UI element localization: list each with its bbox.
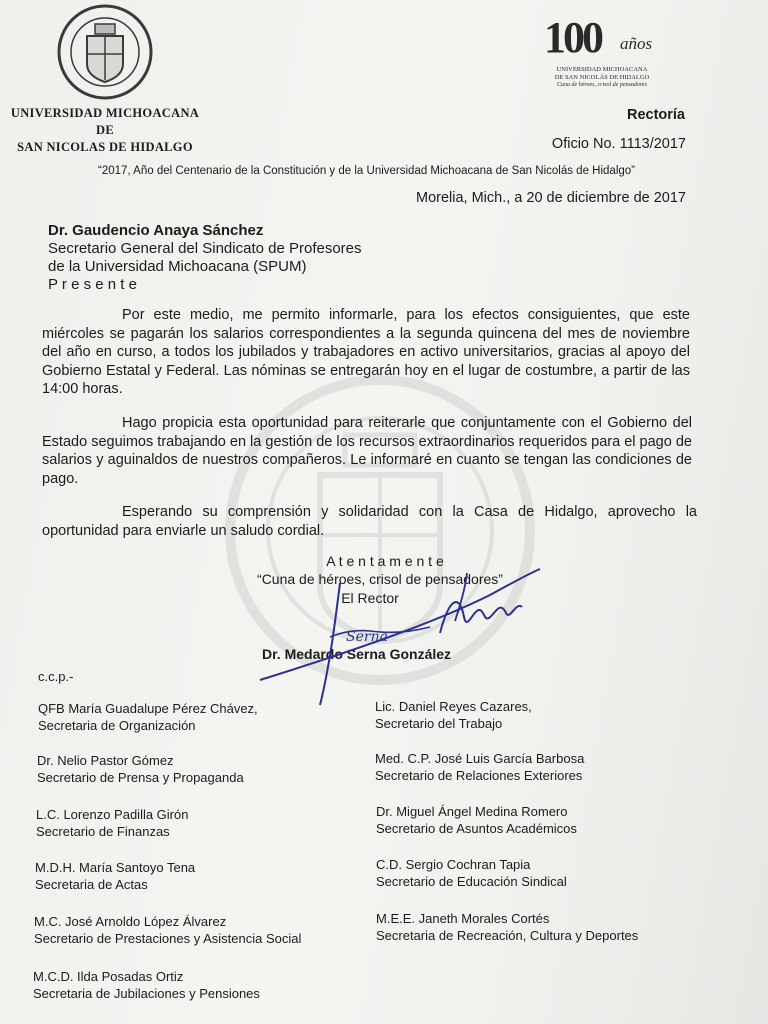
ccp-left-entry <box>34 913 301 947</box>
ccp-right-role-2: Secretario de Relaciones Exteriores <box>375 768 583 783</box>
ccp-right-name-1: Lic. Daniel Reyes Cazares, <box>375 699 532 714</box>
ccp-left-role-1: Secretaria de Organización <box>38 718 196 733</box>
centenary-logo <box>540 13 670 90</box>
centenary-motto: Cuna de héroes, crisol de pensadores <box>557 82 647 88</box>
university-seal-icon <box>55 2 155 102</box>
ccp-left-role-6: Secretaria de Jubilaciones y Pensiones <box>33 986 260 1001</box>
department-title: Rectoría <box>626 107 685 123</box>
centenary-number: 100 <box>544 13 601 62</box>
university-name-line2: DE <box>96 123 114 137</box>
signature-text: Serna <box>346 629 388 645</box>
ccp-left-name-3: L.C. Lorenzo Padilla Girón <box>36 807 189 822</box>
ccp-left-name-5: M.C. José Arnoldo López Álvarez <box>34 914 227 929</box>
ccp-right-role-1: Secretario del Trabajo <box>375 716 503 731</box>
ccp-left-name-1: QFB María Guadalupe Pérez Chávez, <box>38 701 258 716</box>
ccp-left-entry <box>36 806 188 840</box>
oficio-number: Oficio No. 1113/2017 <box>551 136 686 152</box>
ccp-right-name-5: M.E.E. Janeth Morales Cortés <box>376 911 550 926</box>
ccp-left-entry <box>33 968 260 1002</box>
ccp-right-entry <box>376 910 638 944</box>
ccp-left-role-4: Secretaria de Actas <box>35 877 148 892</box>
ccp-left-name-6: M.C.D. Ilda Posadas Ortiz <box>33 969 184 984</box>
closing-role: El Rector <box>341 590 399 606</box>
handwritten-signature <box>250 555 550 715</box>
ccp-label: c.c.p.- <box>38 669 74 684</box>
ccp-left-entry <box>35 859 195 893</box>
ccp-left-entry <box>38 700 258 734</box>
ccp-right-name-2: Med. C.P. José Luis García Barbosa <box>375 751 585 766</box>
ccp-right-role-3: Secretario de Asuntos Académicos <box>376 821 577 836</box>
ccp-right-entry <box>375 750 584 784</box>
ccp-right-entry <box>376 803 577 837</box>
ccp-right-role-4: Secretario de Educación Sindical <box>376 874 567 889</box>
body-paragraph-1: Por este medio, me permito informarle, para los efectos consiguientes, que este miércoles se pagarán los salarios correspondientes a la segunda quincena del mes de noviembre del año en curso, a todos los jubilados y trabajadores en activo universitarios, gracias al apoyo del Gobierno Estatal y Federal. Las nóminas se entregarán hoy en el lugar de costumbre, a partir de las 14:00 horas. <box>42 307 690 397</box>
year-motto: “2017, Año del Centenario de la Constitución y de la Universidad Michoacana de San Nicolás de Hidalgo” <box>98 165 635 177</box>
centenary-word: años <box>620 34 653 53</box>
closing-motto: “Cuna de héroes, crisol de pensadores” <box>257 571 503 587</box>
body-paragraph-3: Esperando su comprensión y solidaridad con la Casa de Hidalgo, aprovecho la oportunidad para enviarle un saludo cordial. <box>42 504 697 539</box>
recipient-name: Dr. Gaudencio Anaya Sánchez <box>48 222 264 239</box>
university-name-line1: UNIVERSIDAD MICHOACANA <box>10 106 200 120</box>
ccp-left-name-2: Dr. Nelio Pastor Gómez <box>37 753 174 768</box>
centenary-univ-line1: UNIVERSIDAD MICHOACANA <box>556 66 648 73</box>
centenary-univ-line2: DE SAN NICOLÁS DE HIDALGO <box>554 74 650 81</box>
place-date: Morelia, Mich., a 20 de diciembre de 2017 <box>415 190 686 206</box>
ccp-right-entry <box>376 856 567 890</box>
body-paragraph-2: Hago propicia esta oportunidad para reiterarle que conjuntamente con el Gobierno del Estado seguimos trabajando en la gestión de los recursos extraordinarios requeridos para el pago de salarios y aguinaldos de nuestros compañeros. Le informaré en cuanto se tengan las condiciones de pago. <box>42 415 692 487</box>
ccp-left-role-3: Secretario de Finanzas <box>36 824 170 839</box>
ccp-right-entry <box>375 698 532 732</box>
ccp-right-role-5: Secretaria de Recreación, Cultura y Deportes <box>376 928 639 943</box>
signer-name: Dr. Medardo Serna González <box>262 646 452 662</box>
ccp-right-name-3: Dr. Miguel Ángel Medina Romero <box>376 804 568 819</box>
ccp-right-name-4: C.D. Sergio Cochran Tapia <box>376 857 531 872</box>
ccp-left-role-5: Secretario de Prestaciones y Asistencia Social <box>34 931 302 946</box>
closing-atentamente: A t e n t a m e n t e <box>326 553 444 569</box>
ccp-left-entry <box>37 752 244 786</box>
recipient-title-line1: Secretario General del Sindicato de Profesores <box>48 240 362 257</box>
recipient-title-line2: de la Universidad Michoacana (SPUM) <box>48 258 307 275</box>
recipient-presente: P r e s e n t e <box>48 276 137 293</box>
ccp-left-role-2: Secretario de Prensa y Propaganda <box>37 770 244 785</box>
ccp-left-name-4: M.D.H. María Santoyo Tena <box>35 860 196 875</box>
university-name-line3: SAN NICOLAS DE HIDALGO <box>17 140 193 154</box>
